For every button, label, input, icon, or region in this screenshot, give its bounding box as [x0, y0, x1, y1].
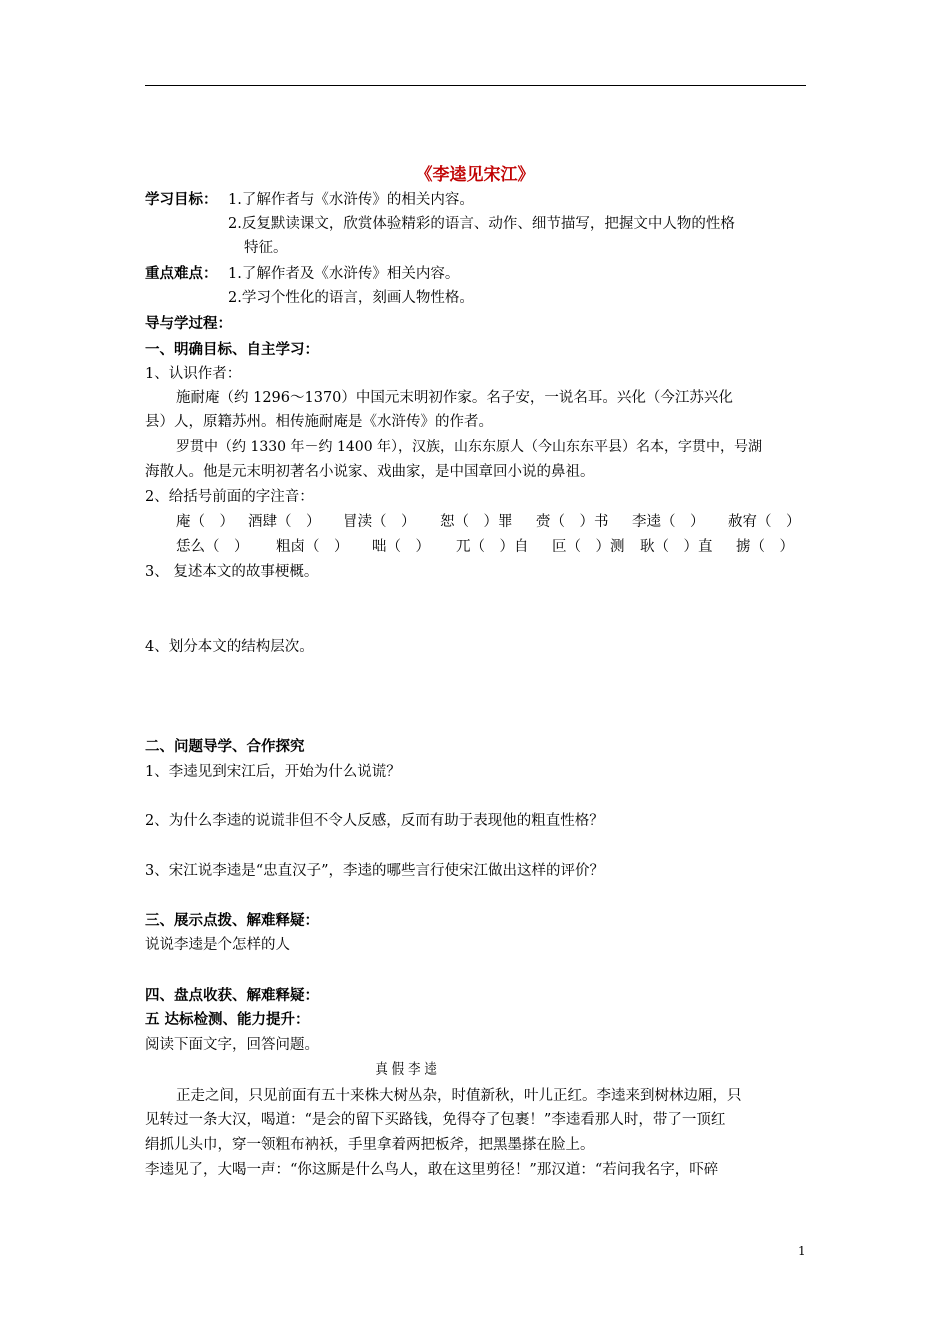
passage-line-1: 正走之间，只见前面有五十来株大树丛杂，时值新秋，叶儿正红。李逵来到树林边厢，只: [176, 1088, 742, 1104]
page-number: 1: [798, 1244, 806, 1258]
pinyin-item: 恁么（ ）: [176, 539, 249, 555]
section-1-question-3: 3、 复述本文的故事梗概。: [145, 564, 319, 580]
objective-1: 1.了解作者与《水浒传》的相关内容。: [228, 192, 474, 208]
pinyin-item: 掳（ ）: [736, 539, 794, 555]
author-luo-line-2: 海散人。他是元末明初著名小说家、戏曲家，是中国章回小说的鼻祖。: [145, 464, 595, 480]
header-rule: [145, 85, 806, 86]
pinyin-item: 咄（ ）: [372, 539, 430, 555]
page-title: 《李逵见宋江》: [415, 165, 535, 185]
objective-2-line-2: 特征。: [244, 240, 288, 256]
author-shi-line-2: 县）人，原籍苏州。相传施耐庵是《水浒传》的作者。: [145, 414, 493, 430]
objectives-label: 学习目标：: [145, 192, 218, 208]
pinyin-item: 粗卤（ ）: [276, 539, 349, 555]
section-1-heading: 一、明确目标、自主学习：: [145, 342, 319, 358]
section-1-question-4: 4、划分本文的结构层次。: [145, 639, 314, 655]
pinyin-item: 赦宥（ ）: [728, 514, 801, 530]
objective-2-line-1: 2.反复默读课文，欣赏体验精彩的语言、动作、细节描写，把握文中人物的性格: [228, 216, 735, 232]
section-1-question-2: 2、给括号前面的字注音：: [145, 489, 314, 505]
author-luo-line-1: 罗贯中（约 1330 年－约 1400 年），汉族，山东东原人（今山东东平县）名本，字贯中，号湖: [176, 439, 763, 455]
passage-line-2: 见转过一条大汉，喝道：“是会的留下买路钱，免得夺了包裹！”李逵看那人时，带了一顶红: [145, 1112, 726, 1128]
key-points-label: 重点难点：: [145, 266, 218, 282]
pinyin-item: 兀（ ）自: [456, 539, 529, 555]
section-2-question-2: 2、为什么李逵的说谎非但不令人反感，反而有助于表现他的粗直性格？: [145, 813, 604, 829]
passage-line-3: 绢抓儿头巾，穿一领粗布衲袄，手里拿着两把板斧，把黑墨搽在脸上。: [145, 1137, 595, 1153]
pinyin-item: 恕（ ）罪: [440, 514, 513, 530]
passage-line-4: 李逵见了，大喝一声：“你这厮是什么鸟人，敢在这里剪径！”那汉道：“若问我名字，吓碎: [145, 1162, 719, 1178]
reading-intro: 阅读下面文字，回答问题。: [145, 1037, 319, 1053]
pinyin-item: 冒渎（ ）: [343, 514, 416, 530]
pinyin-item: 李逵（ ）: [632, 514, 705, 530]
process-heading: 导与学过程：: [145, 316, 232, 332]
pinyin-item: 庵（ ）: [176, 514, 234, 530]
section-2-question-1: 1、李逵见到宋江后，开始为什么说谎？: [145, 764, 401, 780]
section-5-heading: 五 达标检测、能力提升：: [145, 1012, 310, 1028]
pinyin-item: 酒肆（ ）: [248, 514, 321, 530]
section-1-question-1: 1、认识作者：: [145, 366, 242, 382]
pinyin-item: 叵（ ）测: [552, 539, 625, 555]
key-point-2: 2.学习个性化的语言，刻画人物性格。: [228, 290, 474, 306]
pinyin-item: 赍（ ）书: [536, 514, 609, 530]
key-point-1: 1.了解作者及《水浒传》相关内容。: [228, 266, 460, 282]
section-2-heading: 二、问题导学、合作探究: [145, 739, 305, 755]
section-4-heading: 四、盘点收获、解难释疑：: [145, 988, 319, 1004]
section-3-question-1: 说说李逵是个怎样的人: [145, 937, 290, 953]
section-2-question-3: 3、宋江说李逵是“忠直汉子”，李逵的哪些言行使宋江做出这样的评价？: [145, 863, 605, 879]
pinyin-item: 耿（ ）直: [640, 539, 713, 555]
section-3-heading: 三、展示点拨、解难释疑：: [145, 913, 319, 929]
author-shi-line-1: 施耐庵（约 1296～1370）中国元末明初作家。名子安，一说名耳。兴化（今江苏兴化: [176, 390, 733, 406]
passage-title: 真 假 李 逵: [375, 1062, 437, 1078]
